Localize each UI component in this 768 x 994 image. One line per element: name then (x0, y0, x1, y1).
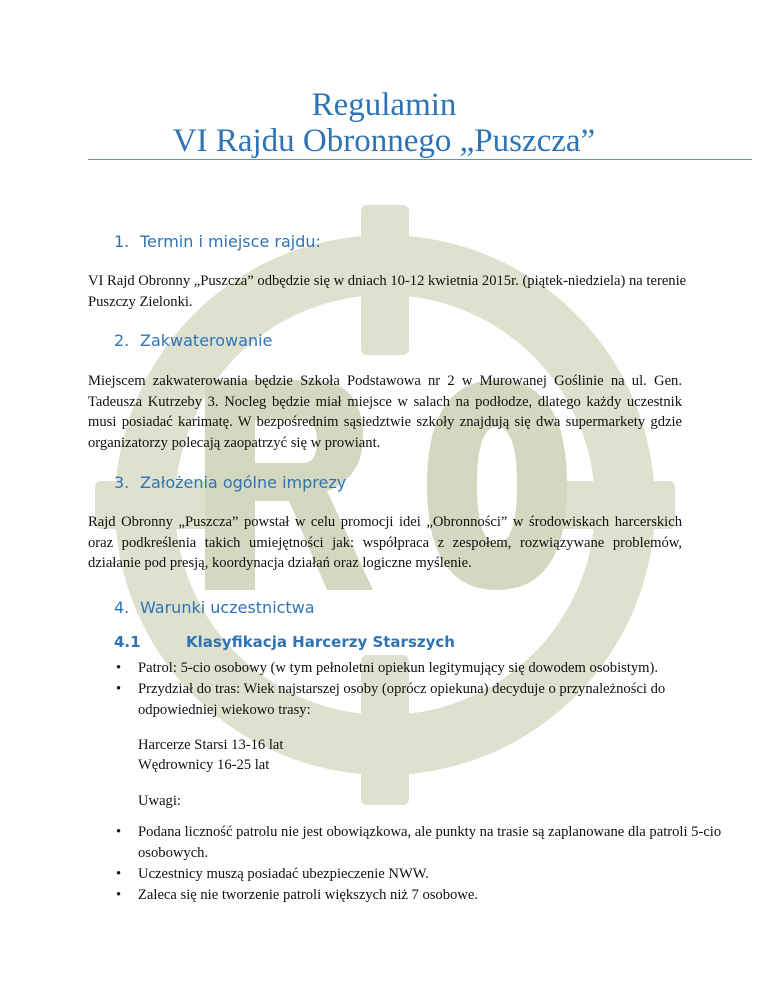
subsection-title: Klasyfikacja Harcerzy Starszych (186, 633, 455, 651)
section-1-number: 1. (114, 232, 130, 251)
list-item-text: Zaleca się nie tworzenie patroli większych niż 7 osobowe. (138, 887, 478, 903)
section-4-number: 4. (114, 598, 130, 617)
section-2-heading (114, 331, 272, 351)
section-3-number: 3. (114, 473, 130, 492)
age-group-item: Harcerze Starsi 13-16 lat (138, 737, 284, 753)
section-1-text: VI Rajd Obronny „Puszcza” odbędzie się w dniach 10-12 kwietnia 2015r. (piątek-niedziela) na terenie Puszczy Zielonki. (88, 273, 687, 310)
bullet-icon: • (116, 660, 122, 676)
section-2-number: 2. (114, 331, 130, 350)
subsection-4-1-heading (114, 632, 455, 652)
list-item-text: Uczestnicy muszą posiadać ubezpieczenie NWW. (138, 866, 429, 882)
section-2-title: Zakwaterowanie (140, 331, 273, 350)
section-1-heading (114, 232, 321, 252)
document-title-line2: VI Rajdu Obronnego „Puszcza” (172, 123, 596, 159)
section-3-text: Rajd Obronny „Puszcza” powstał w celu promocji idei „Obronności” w środowiskach harcerskich oraz podkreślenia takich umiejętności jak: współpraca z zespołem, rozwiązywane problemów, działanie pod presją, koordynacja działań oraz logiczne myślenie. (88, 514, 682, 571)
bullet-icon: • (116, 866, 122, 882)
title-divider (88, 159, 752, 160)
bullet-icon: • (116, 824, 122, 840)
notes-label: Uwagi: (138, 793, 181, 809)
bullet-icon: • (116, 681, 122, 697)
section-3-heading (114, 473, 346, 493)
list-item-text: Patrol: 5-cio osobowy (w tym pełnoletni opiekun legitymujący się dowodem osobistym). (138, 660, 659, 676)
section-2-text: Miejscem zakwaterowania będzie Szkoła Podstawowa nr 2 w Murowanej Goślinie na ul. Gen. Tadeusza Kutrzeby 3. Nocleg będzie miał miejsce w salach na podłodze, dlatego każdy uczestnik musi posiadać karimatę. W bezpośrednim sąsiedztwie szkoły znajdują się dwa supermarkety gdzie organizatorzy polecają zaopatrzyć się w prowiant. (88, 373, 682, 451)
subsection-number: 4.1 (114, 633, 141, 651)
document-title-line1: Regulamin (311, 87, 457, 123)
section-4-title: Warunki uczestnictwa (140, 598, 315, 617)
list-item-text: Podana liczność patrolu nie jest obowiązkowa, ale punkty na trasie są zaplanowane dla patroli 5-cio osobowych. (138, 824, 722, 861)
section-1-title: Termin i miejsce rajdu: (140, 232, 321, 251)
age-group-item: Wędrownicy 16-25 lat (138, 757, 270, 773)
list-item-text: Przydział do tras: Wiek najstarszej osoby (oprócz opiekuna) decyduje o przynależności do odpowiedniej wiekowo trasy: (138, 681, 666, 718)
section-4-heading (114, 598, 315, 618)
section-3-title: Założenia ogólne imprezy (140, 473, 347, 492)
bullet-icon: • (116, 887, 122, 903)
